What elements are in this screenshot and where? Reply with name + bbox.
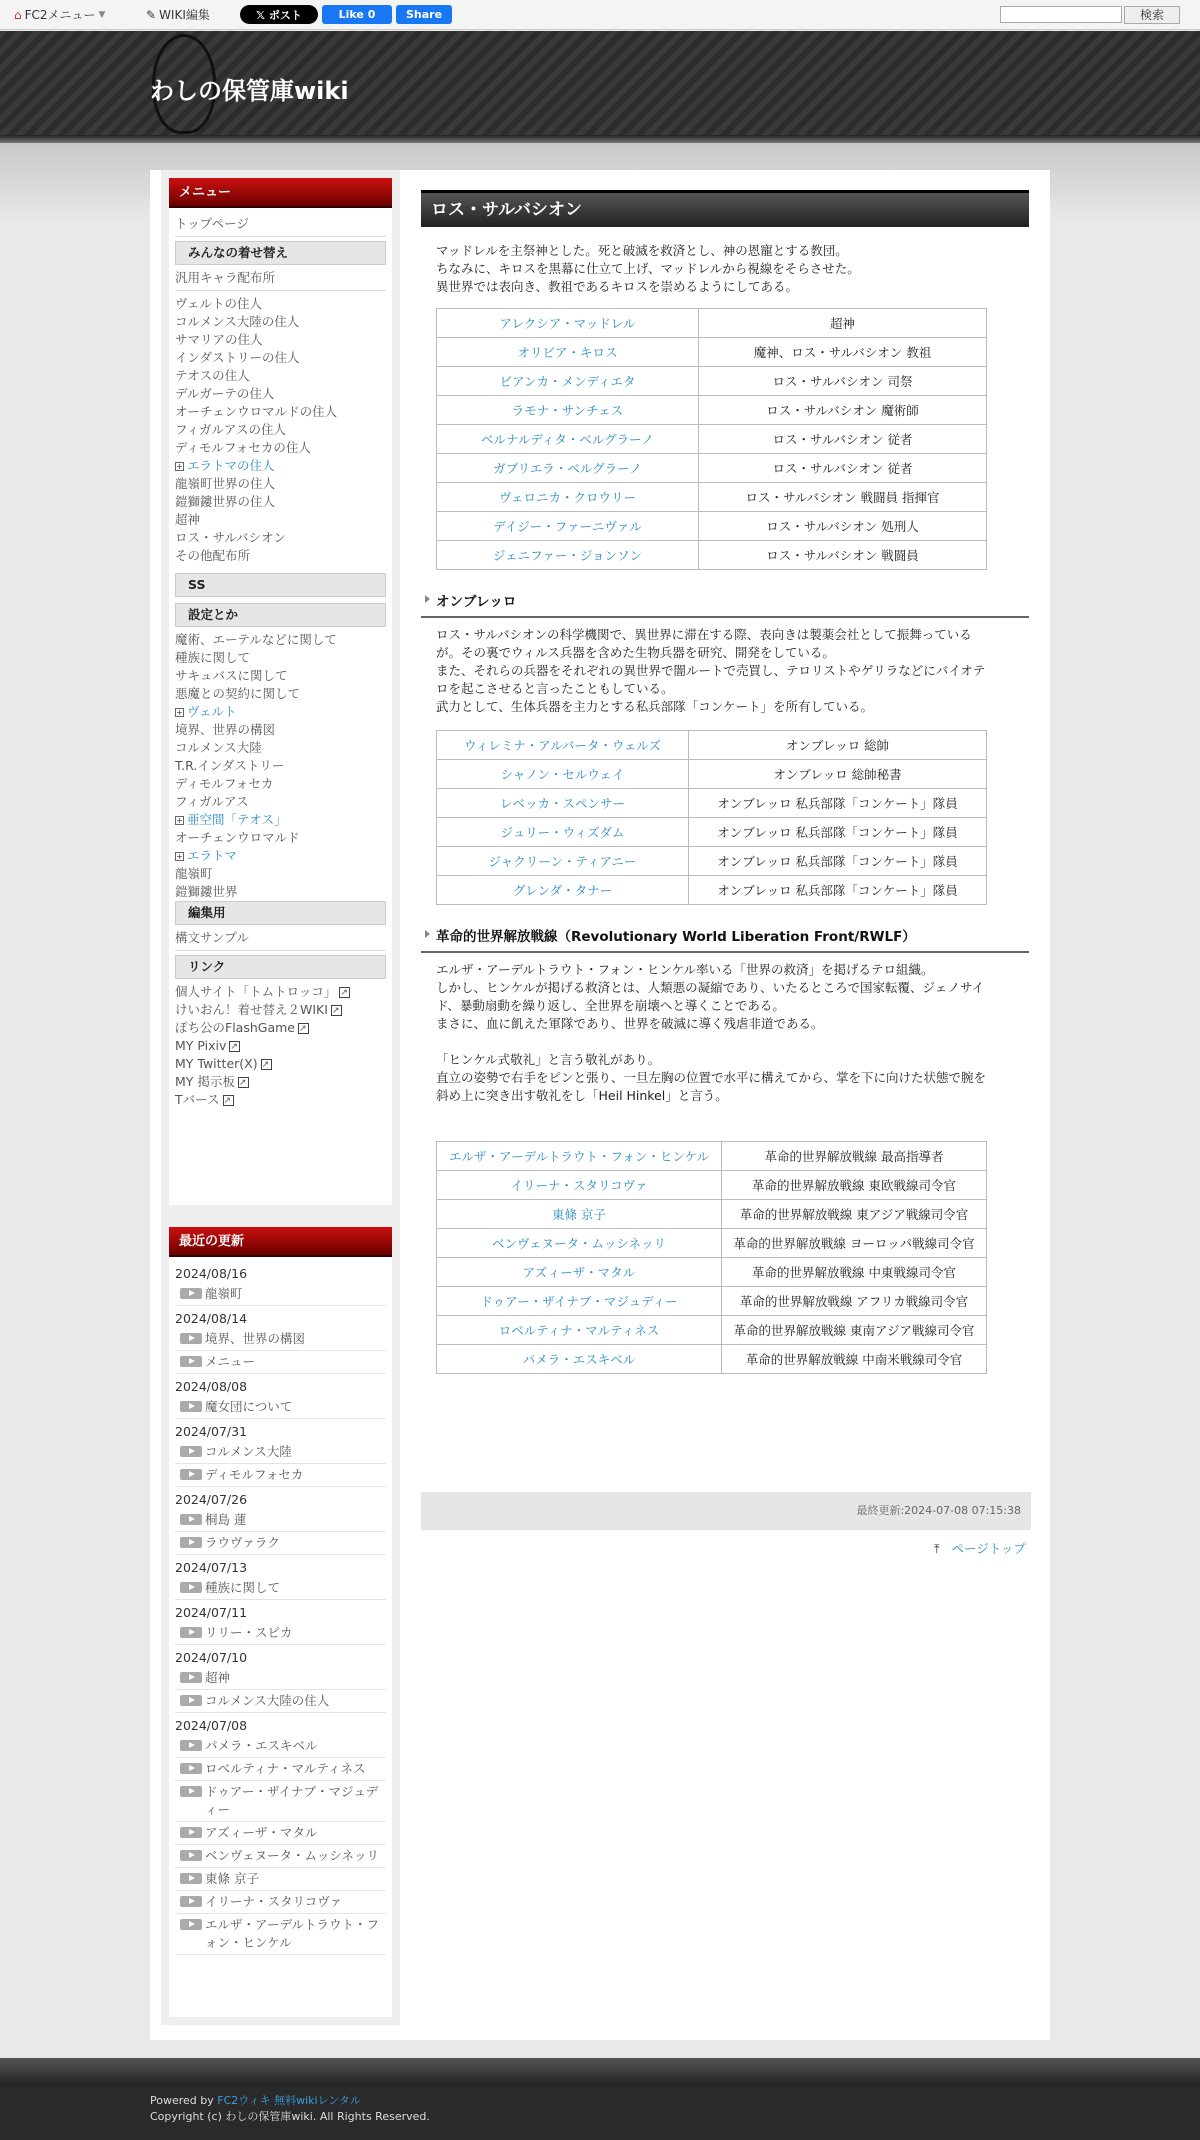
text-line: ド、暴動扇動を繰り返し、全世界を崩壊へと導くことである。: [436, 998, 785, 1013]
member-name-link[interactable]: ウィレミナ・アルバータ・ウェルズ: [437, 731, 689, 760]
text-line: 「ヒンケル式敬礼」と言う敬礼があり。: [436, 1052, 661, 1067]
member-role: 革命的世界解放戦線 東アジア戦線司令官: [722, 1200, 987, 1229]
play-arrow-icon: [180, 1401, 202, 1412]
intro-text: [421, 242, 1029, 296]
table-row: [437, 789, 987, 818]
pencil-icon: ✎: [146, 7, 157, 22]
member-role: ロス・サルバシオン 処刑人: [699, 512, 987, 541]
recent-update-item[interactable]: [175, 1441, 386, 1464]
sidebar-item-setting[interactable]: [175, 883, 386, 901]
member-name-link[interactable]: シャノン・セルウェイ: [437, 760, 689, 789]
member-name-link[interactable]: オリビア・キロス: [437, 338, 699, 367]
recent-update-item[interactable]: [175, 1622, 386, 1645]
external-link-icon: [238, 1077, 249, 1088]
play-arrow-icon: [180, 1469, 202, 1480]
arrow-up-icon: ⤒: [934, 1541, 940, 1556]
member-name-link[interactable]: ジェニファー・ジョンソン: [437, 541, 699, 570]
recent-update-label: 種族に関して: [205, 1580, 281, 1595]
rwlf-text: [421, 961, 1029, 1033]
sidebar-item-setting[interactable]: [175, 721, 386, 739]
member-role: 革命的世界解放戦線 アフリカ戦線司令官: [722, 1287, 987, 1316]
sidebar-item-setting[interactable]: [175, 811, 386, 829]
recent-update-item[interactable]: [175, 1328, 386, 1351]
play-arrow-icon: [180, 1695, 202, 1706]
recent-update-label: 超神: [205, 1670, 231, 1685]
sidebar-item-syntax-sample[interactable]: 構文サンプル: [175, 930, 249, 945]
member-role: ロス・サルバシオン 戦闘員 指揮官: [699, 483, 987, 512]
member-role: オンブレッロ 総帥: [689, 731, 987, 760]
sidebar-item-resident[interactable]: [175, 493, 386, 511]
recent-update-item[interactable]: [175, 1868, 386, 1891]
sidebar-item-label: 個人サイト「トムトロッコ」: [175, 984, 337, 999]
recent-update-label: 桐島 蓮: [205, 1512, 247, 1527]
sidebar-item-label: ディモルフォセカの住人: [175, 440, 311, 455]
table-row: [437, 541, 987, 570]
member-name-link[interactable]: イリーナ・スタリコヴァ: [437, 1171, 722, 1200]
fc2-menu[interactable]: [14, 6, 105, 23]
external-link-icon: [298, 1023, 309, 1034]
sidebar-item-label: 悪魔との契約に関して: [175, 686, 301, 701]
table-row: [437, 1316, 987, 1345]
sidebar-item-label: デルガーテの住人: [175, 386, 275, 401]
recent-update-label: エルザ・アーデルトラウト・フォン・ヒンケル: [205, 1917, 380, 1950]
table-row: [437, 425, 987, 454]
text-line: 武力として、生体兵器を主力とする私兵部隊「コンケート」を所有している。: [436, 699, 874, 714]
sidebar-item-setting[interactable]: [175, 775, 386, 793]
facebook-share-button[interactable]: Share: [396, 5, 452, 24]
recent-update-label: コルメンス大陸の住人: [205, 1693, 330, 1708]
sidebar-item-label: サキュバスに関して: [175, 668, 288, 683]
external-link-icon: [331, 1005, 342, 1016]
text-line: 直立の姿勢で右手をピンと張り、一旦左胸の位置で水平に構えてから、掌を下に向けた状態で腕を: [436, 1070, 987, 1085]
sidebar-item-label: Tバース: [175, 1092, 220, 1107]
recent-update-item[interactable]: [175, 1396, 386, 1419]
sidebar-section-dressup: みんなの着せ替え: [175, 241, 386, 265]
member-name-link[interactable]: アズィーザ・マタル: [437, 1258, 722, 1287]
sidebar-item-resident[interactable]: [175, 385, 386, 403]
sidebar-item-label: 亜空間「テオス」: [187, 812, 287, 827]
recent-update-item[interactable]: [175, 1509, 386, 1532]
update-date: 2024/07/08: [175, 1718, 248, 1733]
recent-update-item[interactable]: [175, 1758, 386, 1781]
text-line: ちなみに、キロスを黒幕に仕立て上げ、マッドレルから視線をそらさせた。: [436, 261, 860, 276]
member-role: オンブレッロ 私兵部隊「コンケート」隊員: [689, 818, 987, 847]
play-arrow-icon: [180, 1873, 202, 1884]
x-post-button[interactable]: 𝕏 ポスト: [240, 5, 318, 24]
sidebar-section-ss: SS: [175, 573, 386, 597]
member-role: 革命的世界解放戦線 東南アジア戦線司令官: [722, 1316, 987, 1345]
member-role: オンブレッロ 私兵部隊「コンケート」隊員: [689, 789, 987, 818]
table-row: [437, 1258, 987, 1287]
update-date: 2024/07/26: [175, 1492, 248, 1507]
recent-update-label: ラウヴァラク: [205, 1535, 280, 1550]
sidebar-item-external-link[interactable]: [175, 1019, 386, 1037]
main-content: [421, 190, 1029, 1374]
recent-update-item[interactable]: [175, 1532, 386, 1555]
play-arrow-icon: [180, 1356, 202, 1367]
sidebar-item-generic-chara[interactable]: 汎用キャラ配布所: [175, 270, 276, 285]
sidebar-item-label: けいおん！着せ替え２WIKI: [175, 1002, 328, 1017]
recent-update-label: 東條 京子: [205, 1871, 259, 1886]
member-name-link[interactable]: ジュリー・ウィズダム: [437, 818, 689, 847]
member-name-link[interactable]: ラモナ・サンチェス: [437, 396, 699, 425]
fc2-toolbar: [0, 0, 1200, 30]
fc2-menu-label: FC2メニュー: [24, 8, 96, 22]
sidebar-item-label: コルメンス大陸: [175, 740, 262, 755]
member-name-link[interactable]: ビアンカ・メンディエタ: [437, 367, 699, 396]
sidebar-item-external-link[interactable]: [175, 1091, 386, 1109]
update-date: 2024/08/14: [175, 1311, 248, 1326]
sidebar-item-setting[interactable]: [175, 847, 386, 865]
play-arrow-icon: [180, 1896, 202, 1907]
sidebar-item-label: フィガルアスの住人: [175, 422, 287, 437]
sidebar-item-label: MY Pixiv: [175, 1038, 227, 1053]
recent-update-item[interactable]: [175, 1577, 386, 1600]
recent-update-label: ロベルティナ・マルティネス: [205, 1761, 366, 1776]
update-date: 2024/07/31: [175, 1424, 248, 1439]
page-container: [150, 170, 1050, 2040]
update-date: 2024/07/11: [175, 1605, 248, 1620]
play-arrow-icon: [180, 1850, 202, 1861]
sidebar-item-external-link[interactable]: [175, 1055, 386, 1073]
sidebar-item-external-link[interactable]: [175, 1037, 386, 1055]
sidebar-section-settings: 設定とか: [175, 603, 386, 627]
update-date: 2024/08/08: [175, 1379, 248, 1394]
recent-update-item[interactable]: [175, 1283, 386, 1306]
text-line: マッドレルを主祭神とした。死と破滅を救済とし、神の恩寵とする教団。: [436, 243, 848, 258]
table-row: [437, 847, 987, 876]
sidebar-item-label: サマリアの住人: [175, 332, 263, 347]
sidebar-item-label: T.R.インダストリー: [175, 758, 285, 773]
rwlf-salute-text: [421, 1051, 1029, 1105]
search-input[interactable]: [1000, 6, 1122, 23]
member-name-link[interactable]: グレンダ・タナー: [437, 876, 689, 905]
member-role: ロス・サルバシオン 司祭: [699, 367, 987, 396]
recent-update-label: ディモルフォセカ: [205, 1467, 304, 1482]
sidebar-item-label: オーチェンウロマルド: [175, 830, 300, 845]
member-name-link[interactable]: エルザ・アーデルトラウト・フォン・ヒンケル: [437, 1142, 722, 1171]
home-icon: ⌂: [14, 7, 22, 22]
page-top-link[interactable]: [934, 1539, 1026, 1557]
member-role: 魔神、ロス・サルバシオン 教祖: [699, 338, 987, 367]
sidebar-item-resident[interactable]: [175, 475, 386, 493]
sidebar-section-edit: 編集用: [175, 901, 386, 925]
member-name-link[interactable]: ガブリエラ・ベルグラーノ: [437, 454, 699, 483]
member-role: 革命的世界解放戦線 中南米戦線司令官: [722, 1345, 987, 1374]
sidebar-item-label: インダストリーの住人: [175, 350, 300, 365]
member-role: オンブレッロ 私兵部隊「コンケート」隊員: [689, 847, 987, 876]
copyright: Copyright (c) わしの保管庫wiki. All Rights Reserved.: [150, 2110, 430, 2123]
ombrello-table: [436, 730, 987, 905]
text-line: まさに、血に飢えた軍隊であり、世界を破滅に導く残虐非道である。: [436, 1016, 824, 1031]
ombrello-text: [421, 626, 1029, 716]
table-row: [437, 1229, 987, 1258]
sidebar-item-resident[interactable]: [175, 547, 386, 565]
sidebar-item-setting[interactable]: [175, 703, 386, 721]
site-header: [0, 31, 1200, 143]
update-date: 2024/08/16: [175, 1266, 248, 1281]
sidebar-item-setting[interactable]: [175, 649, 386, 667]
sidebar-item-label: 魔術、エーテルなどに関して: [175, 632, 337, 647]
table-row: [437, 338, 987, 367]
recent-update-label: パメラ・エスキベル: [205, 1738, 318, 1753]
section-heading-rwlf: 革命的世界解放戦線（Revolutionary World Liberation Front/RWLF）: [421, 919, 1029, 953]
sidebar-item-label: MY 掲示板: [175, 1074, 235, 1089]
text-line: ロを起こさせると言ったこともしている。: [436, 681, 674, 696]
sidebar-item-label: 種族に関して: [175, 650, 251, 665]
member-name-link[interactable]: 東條 京子: [437, 1200, 722, 1229]
text-line: 異世界では表向き、教祖であるキロスを崇めるようにしてある。: [436, 279, 799, 294]
sidebar-item-label: その他配布所: [175, 548, 251, 563]
sidebar-item-label: 龍嶺町: [175, 866, 213, 881]
table-row: [437, 1345, 987, 1374]
external-link-icon: [229, 1041, 240, 1052]
text-line: が。その裏でウィルス兵器を含めた生物兵器を研究、開発をしている。: [436, 645, 835, 660]
sidebar-item-label: 鎧獅鏤世界: [175, 884, 238, 899]
sidebar-item-label: テオスの住人: [175, 368, 250, 383]
member-name-link[interactable]: アレクシア・マッドレル: [437, 309, 699, 338]
table-row: [437, 1142, 987, 1171]
update-date: 2024/07/10: [175, 1650, 248, 1665]
recent-update-item[interactable]: [175, 1914, 386, 1955]
rwlf-table: [436, 1141, 987, 1374]
table-row: [437, 731, 987, 760]
sidebar-item-label: ヴェルト: [187, 704, 237, 719]
recent-update-item[interactable]: [175, 1667, 386, 1690]
member-name-link[interactable]: ドゥアー・ザイナブ・マジュディー: [437, 1287, 722, 1316]
search-button[interactable]: 検索: [1124, 6, 1180, 24]
powered-by-label: Powered by: [150, 2094, 214, 2107]
play-arrow-icon: [180, 1740, 202, 1751]
wiki-edit-link[interactable]: [146, 6, 210, 23]
play-arrow-icon: [180, 1333, 202, 1344]
text-line: 斜め上に突き出す敬礼をし「Heil Hinkel」と言う。: [436, 1088, 728, 1103]
member-name-link[interactable]: レベッカ・スペンサー: [437, 789, 689, 818]
sidebar-item-label: コルメンス大陸の住人: [175, 314, 300, 329]
table-row: [437, 512, 987, 541]
update-date: 2024/07/13: [175, 1560, 248, 1575]
recent-update-item[interactable]: [175, 1351, 386, 1374]
sidebar-item-external-link[interactable]: [175, 1073, 386, 1091]
sidebar-section-links: リンク: [175, 955, 386, 979]
play-arrow-icon: [180, 1763, 202, 1774]
table-row: [437, 367, 987, 396]
play-arrow-icon: [180, 1672, 202, 1683]
sidebar-item-resident[interactable]: [175, 511, 386, 529]
table-row: [437, 1287, 987, 1316]
table-row: [437, 396, 987, 425]
sidebar-item-external-link[interactable]: [175, 1001, 386, 1019]
member-role: オンブレッロ 総帥秘書: [689, 760, 987, 789]
member-name-link[interactable]: ベンヴェヌータ・ムッシネッリ: [437, 1229, 722, 1258]
recent-update-label: メニュー: [205, 1354, 256, 1369]
sidebar-item-label: ロス・サルバシオン: [175, 530, 287, 545]
external-link-icon: [339, 987, 350, 998]
sidebar-item-label: MY Twitter(X): [175, 1056, 258, 1071]
site-title[interactable]: わしの保管庫wiki: [150, 77, 349, 105]
facebook-like-button[interactable]: Like 0: [322, 5, 392, 24]
sidebar-item-resident[interactable]: [175, 403, 386, 421]
play-arrow-icon: [180, 1514, 202, 1525]
member-role: 超神: [699, 309, 987, 338]
recent-update-label: イリーナ・スタリコヴァ: [205, 1894, 343, 1909]
sidebar-item-resident[interactable]: [175, 529, 386, 547]
expand-plus-icon[interactable]: +: [176, 462, 183, 471]
menu-heading: メニュー: [169, 178, 392, 208]
table-row: [437, 818, 987, 847]
member-role: ロス・サルバシオン 従者: [699, 425, 987, 454]
sidebar-item-setting[interactable]: [175, 793, 386, 811]
recent-update-label: コルメンス大陸: [205, 1444, 292, 1459]
recent-update-item[interactable]: [175, 1845, 386, 1868]
recent-update-item[interactable]: [175, 1781, 386, 1822]
table-row: [437, 309, 987, 338]
play-arrow-icon: [180, 1919, 202, 1930]
table-row: [437, 454, 987, 483]
sidebar-item-label: エラトマ: [187, 848, 238, 863]
member-name-link[interactable]: ヴェロニカ・クロウリー: [437, 483, 699, 512]
member-role: 革命的世界解放戦線 ヨーロッパ戦線司令官: [722, 1229, 987, 1258]
text-line: ロス・サルバシオンの科学機関で、異世界に滞在する際、表向きは製薬会社として振舞っている: [436, 627, 972, 642]
sidebar-menu: [161, 170, 400, 1213]
sidebar-item-resident[interactable]: [175, 367, 386, 385]
table-row: [437, 876, 987, 905]
members-table: [436, 308, 987, 570]
member-name-link[interactable]: ジャクリーン・ティアニー: [437, 847, 689, 876]
play-arrow-icon: [180, 1288, 202, 1299]
member-name-link[interactable]: デイジー・ファーニヴァル: [437, 512, 699, 541]
play-arrow-icon: [180, 1537, 202, 1548]
sidebar-item-resident[interactable]: [175, 331, 386, 349]
sidebar-item-label: 境界、世界の構図: [175, 722, 276, 737]
expand-plus-icon[interactable]: +: [176, 708, 183, 717]
play-arrow-icon: [180, 1582, 202, 1593]
sidebar-item-label: 超神: [175, 512, 201, 527]
sidebar-item-label: 鎧獅鏤世界の住人: [175, 494, 276, 509]
member-role: ロス・サルバシオン 魔術師: [699, 396, 987, 425]
member-name-link[interactable]: ロベルティナ・マルティネス: [437, 1316, 722, 1345]
sidebar-item-resident[interactable]: [175, 295, 386, 313]
member-role: ロス・サルバシオン 従者: [699, 454, 987, 483]
recent-update-label: アズィーザ・マタル: [205, 1825, 318, 1840]
member-name-link[interactable]: ベルナルディタ・ベルグラーノ: [437, 425, 699, 454]
sidebar-item-resident[interactable]: [175, 439, 386, 457]
footer: [0, 2086, 1200, 2140]
recent-update-label: ドゥアー・ザイナブ・マジュディー: [205, 1784, 379, 1817]
page-title: ロス・サルバシオン: [421, 190, 1029, 227]
external-link-icon: [261, 1059, 272, 1070]
recent-update-label: 魔女団について: [205, 1399, 293, 1414]
text-line: しかし、ヒンケルが掲げる救済とは、人類悪の凝縮であり、いたるところで国家転覆、ジェノサイ: [436, 980, 985, 995]
sidebar-item-label: エラトマの住人: [187, 458, 275, 473]
sidebar-item-resident[interactable]: [175, 457, 386, 475]
recent-update-item[interactable]: [175, 1735, 386, 1758]
sidebar-item-top-page[interactable]: トップページ: [175, 216, 249, 231]
table-row: [437, 1171, 987, 1200]
member-role: 革命的世界解放戦線 中東戦線司令官: [722, 1258, 987, 1287]
page-top-label: ページトップ: [951, 1541, 1026, 1556]
recent-update-label: 境界、世界の構図: [205, 1331, 306, 1346]
member-role: ロス・サルバシオン 戦闘員: [699, 541, 987, 570]
sidebar-item-label: フィガルアス: [175, 794, 249, 809]
sidebar-recent-updates: [161, 1213, 400, 2025]
text-line: また、それらの兵器をそれぞれの異世界で闇ルートで売買し、テロリストやゲリラなどにバイオテ: [436, 663, 986, 678]
recent-update-item[interactable]: [175, 1891, 386, 1914]
sidebar-item-resident[interactable]: [175, 421, 386, 439]
member-role: 革命的世界解放戦線 東欧戦線司令官: [722, 1171, 987, 1200]
recent-update-label: リリー・スピカ: [205, 1625, 293, 1640]
table-row: [437, 760, 987, 789]
member-role: オンブレッロ 私兵部隊「コンケート」隊員: [689, 876, 987, 905]
wiki-edit-label: WIKI編集: [159, 8, 210, 22]
text-line: エルザ・アーデルトラウト・フォン・ヒンケル率いる「世界の救済」を掲げるテロ組織。: [436, 962, 934, 977]
recent-update-label: 龍嶺町: [205, 1286, 243, 1301]
sidebar-item-setting[interactable]: [175, 631, 386, 649]
sidebar-item-label: ディモルフォセカ: [175, 776, 274, 791]
expand-plus-icon[interactable]: +: [176, 816, 183, 825]
sidebar-item-resident[interactable]: [175, 349, 386, 367]
expand-plus-icon[interactable]: +: [176, 852, 183, 861]
sidebar-item-resident[interactable]: [175, 313, 386, 331]
recent-update-item[interactable]: [175, 1690, 386, 1713]
member-role: 革命的世界解放戦線 最高指導者: [722, 1142, 987, 1171]
recent-update-item[interactable]: [175, 1464, 386, 1487]
sidebar-item-label: 龍嶺町世界の住人: [175, 476, 276, 491]
play-arrow-icon: [180, 1446, 202, 1457]
recent-update-label: ベンヴェヌータ・ムッシネッリ: [205, 1848, 380, 1863]
chevron-down-icon: ▼: [98, 9, 106, 20]
sidebar-item-label: ぽち公のFlashGame: [175, 1020, 295, 1035]
recent-updates-heading: 最近の更新: [169, 1227, 392, 1257]
sidebar-item-label: ヴェルトの住人: [175, 296, 263, 311]
section-heading-ombrello: オンブレッロ: [421, 584, 1029, 618]
sidebar-item-setting[interactable]: [175, 739, 386, 757]
sidebar-item-setting[interactable]: [175, 685, 386, 703]
play-arrow-icon: [180, 1627, 202, 1638]
footer-bar: [0, 2058, 1200, 2086]
member-name-link[interactable]: パメラ・エスキベル: [437, 1345, 722, 1374]
play-arrow-icon: [180, 1786, 202, 1797]
fc2-wiki-link[interactable]: FC2ウィキ 無料wikiレンタル: [217, 2094, 361, 2107]
recent-update-item[interactable]: [175, 1822, 386, 1845]
external-link-icon: [223, 1095, 234, 1106]
play-arrow-icon: [180, 1827, 202, 1838]
table-row: [437, 483, 987, 512]
last-updated: 最終更新:2024-07-08 07:15:38: [421, 1492, 1031, 1530]
sidebar-item-setting[interactable]: [175, 757, 386, 775]
table-row: [437, 1200, 987, 1229]
sidebar-item-setting[interactable]: [175, 865, 386, 883]
sidebar-item-setting[interactable]: [175, 829, 386, 847]
sidebar-item-external-link[interactable]: [175, 983, 386, 1001]
sidebar-item-setting[interactable]: [175, 667, 386, 685]
sidebar-item-label: オーチェンウロマルドの住人: [175, 404, 338, 419]
